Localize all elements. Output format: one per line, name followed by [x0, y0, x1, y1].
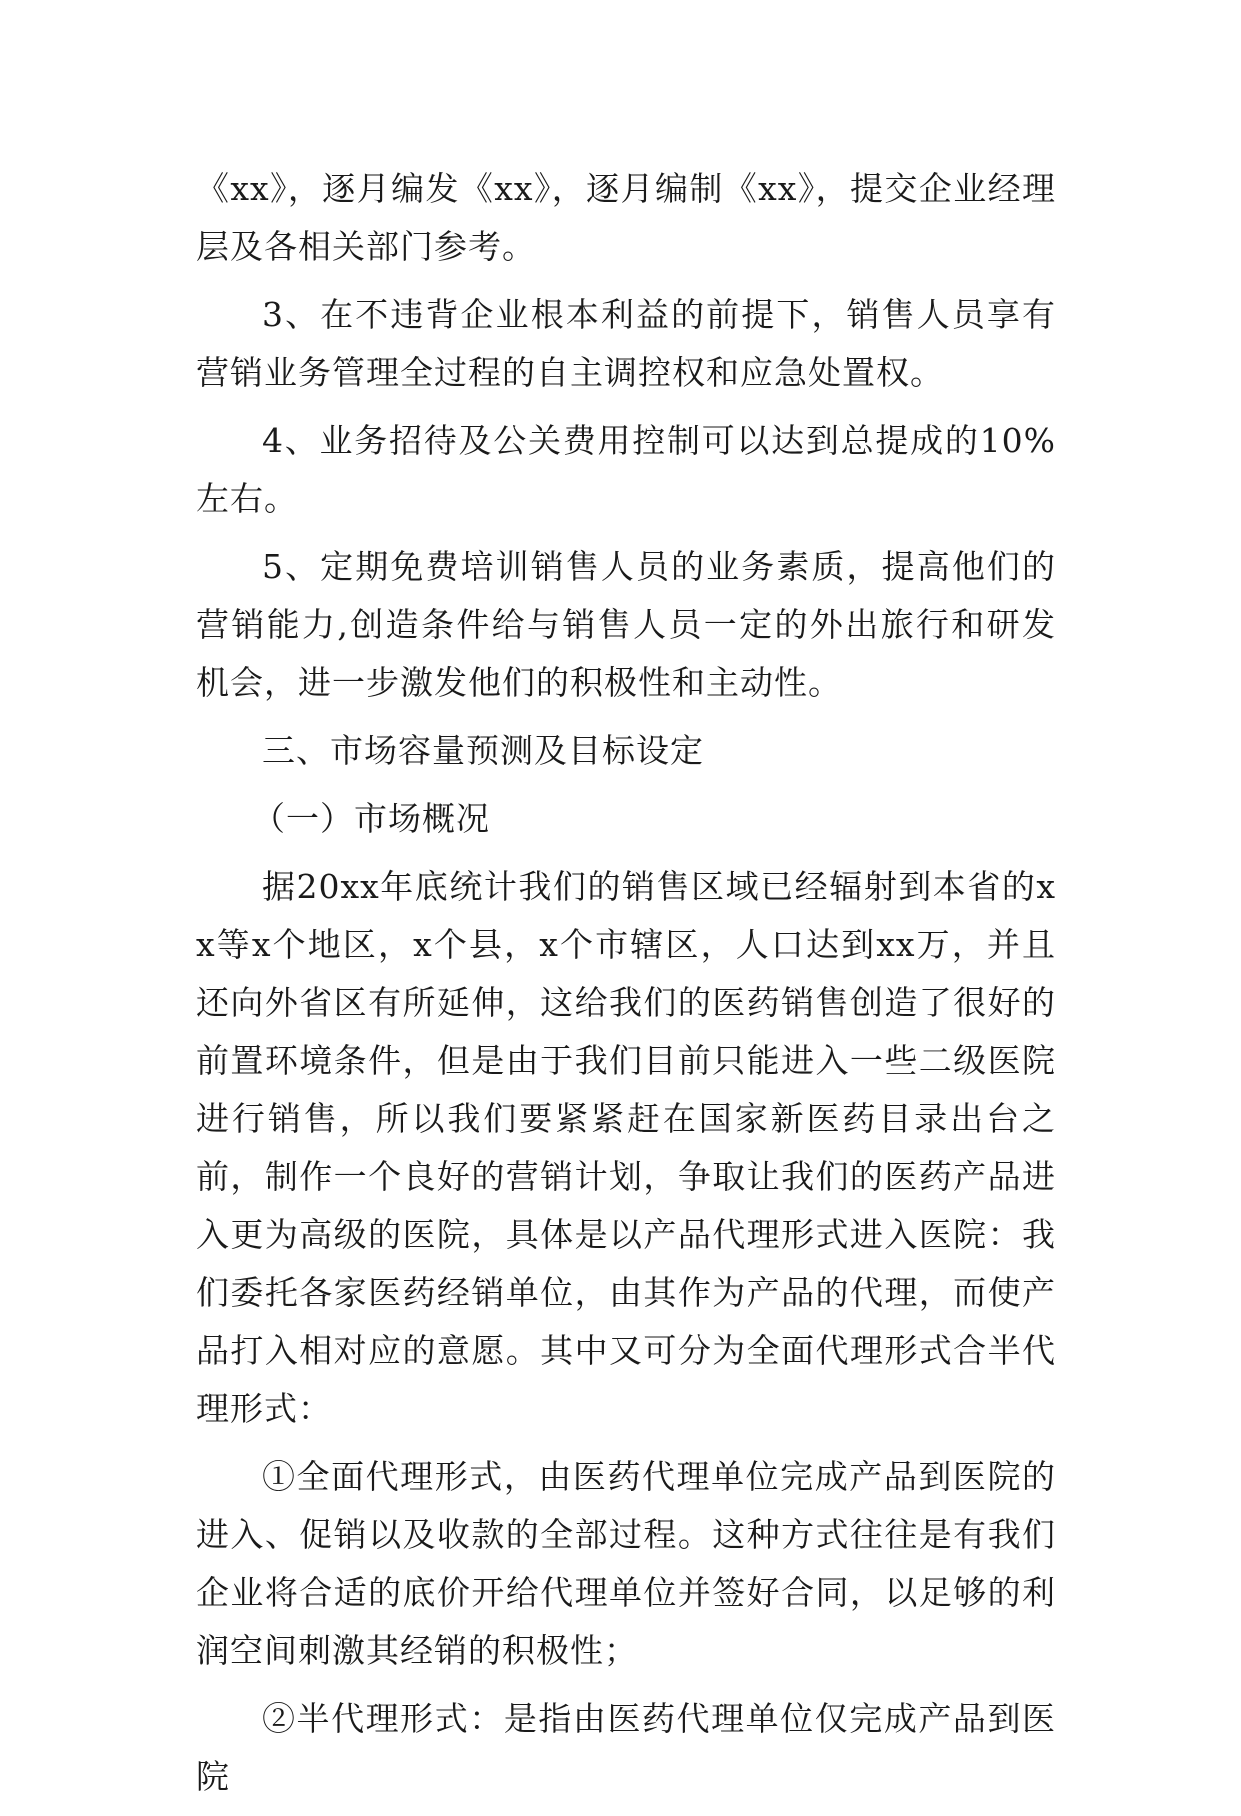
section-heading: 三、市场容量预测及目标设定 [262, 731, 704, 770]
paragraph-half-agency: ②半代理形式：是指由医药代理单位仅完成产品到医院 [196, 1699, 1056, 1796]
paragraph-full-agency: ①全面代理形式，由医药代理单位完成产品到医院的进入、促销以及收款的全部过程。这种方式往往是有我们企业将合适的底价开给代理单位并签好合同，以足够的利润空间刺激其经销的积极性； [196, 1457, 1056, 1670]
paragraph-continuation: 《xx》，逐月编发《xx》，逐月编制《xx》，提交企业经理层及各相关部门参考。 [196, 169, 1056, 266]
paragraph-item-5: 5、定期免费培训销售人员的业务素质，提高他们的营销能力,创造条件给与销售人员一定的外出旅行和研发机会，进一步激发他们的积极性和主动性。 [196, 547, 1056, 702]
paragraph-item-4: 4、业务招待及公关费用控制可以达到总提成的10%左右。 [196, 421, 1056, 518]
subsection-heading: （一）市场概况 [252, 799, 490, 838]
document-body [196, 160, 1056, 1816]
paragraph-market-overview: 据20xx年底统计我们的销售区域已经辐射到本省的xx等x个地区，x个县，x个市辖区，人口达到xx万，并且还向外省区有所延伸，这给我们的医药销售创造了很好的前置环境条件，但是由于我们目前只能进入一些二级医院进行销售，所以我们要紧紧赶在国家新医药目录出台之前，制作一个良好的营销计划，争取让我们的医药产品进入更为高级的医院，具体是以产品代理形式进入医院：我们委托各家医药经销单位，由其作为产品的代理，而使产品打入相对应的意愿。其中又可分为全面代理形式合半代理形式： [196, 867, 1056, 1428]
paragraph-item-3: 3、在不违背企业根本利益的前提下，销售人员享有营销业务管理全过程的自主调控权和应急处置权。 [196, 295, 1056, 392]
